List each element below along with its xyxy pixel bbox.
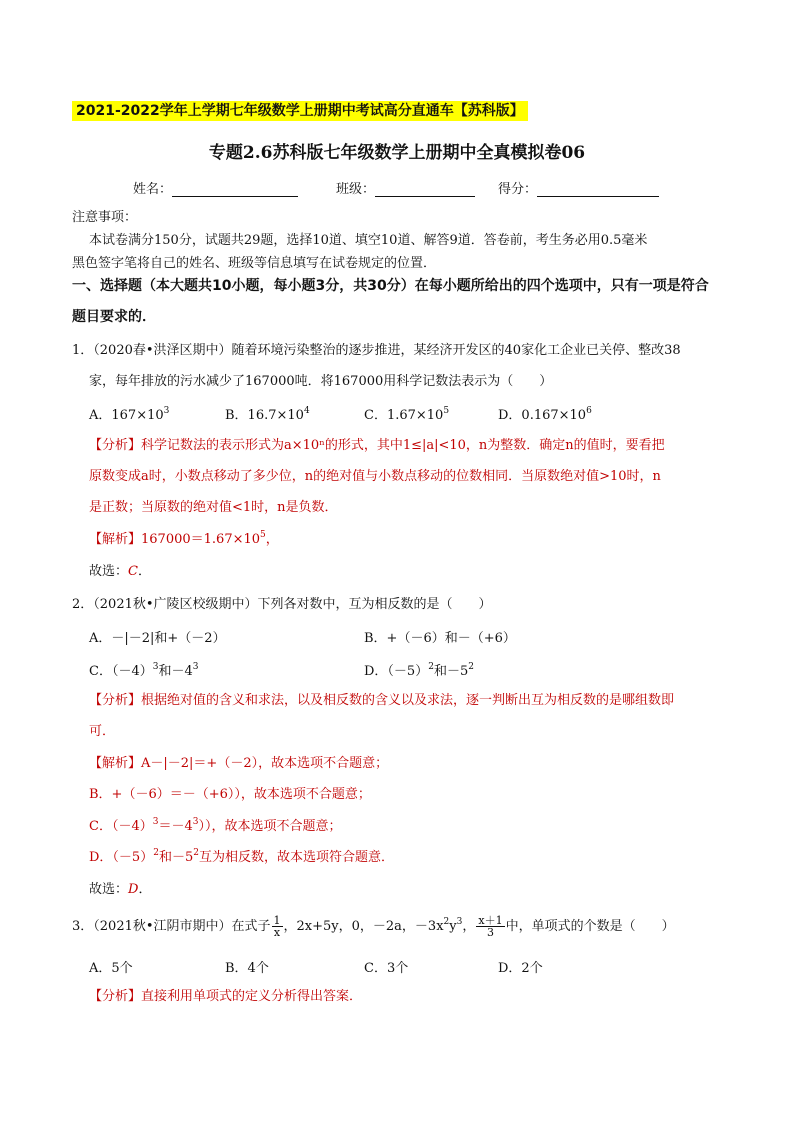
section-heading-line-2: 题目要求的． [72,309,156,325]
q3-option-d[interactable]: D．2个 [498,961,543,976]
score-label: 得分： [498,182,538,197]
q1-option-b[interactable]: B．$16.7\times 10^4$ [225,406,310,423]
q2-solution-c: C．$(-4)^3=-4^3$）），故本选项不合题意； [89,817,342,834]
q1-option-a[interactable]: A．$167\times 10^3$ [89,406,170,423]
notice-heading: 注意事项： [72,210,138,225]
q1-solution: 【解析】$167000=1.67\times 10^5$， [89,530,279,547]
q2-solution-a: 【解析】A－|－2|＝+（－2），故本选项不合题意； [89,756,389,771]
notice-line-2: 黑色签字笔将自己的姓名、班级等信息填写在试卷规定的位置． [72,256,437,271]
solution-tag: 【解析】 [89,756,142,771]
q2-option-a[interactable]: A．－|－2|和+（－2） [89,631,226,646]
q3-option-a[interactable]: A．5个 [89,961,133,976]
q2-analysis-line-2: 可． [89,724,116,739]
q2-option-b[interactable]: B．+（－6）和－（+6） [364,631,516,646]
header-banner: 2021-2022学年上学期七年级数学上册期中考试高分直通车【苏科版】 [72,101,528,121]
name-blank[interactable] [172,182,298,197]
score-field [498,178,659,197]
q2-solution-d: D．$(-5)^2$和$-5^2$互为相反数，故本选项符合题意． [89,848,394,865]
name-label: 姓名： [133,182,173,197]
score-blank[interactable] [537,182,659,197]
analysis-tag: 【分析】 [89,989,142,1004]
class-label: 班级： [336,182,376,197]
q1-analysis-line-3: 是正数；当原数的绝对值<1时，n是负数． [89,500,338,515]
q3-analysis: 【分析】直接利用单项式的定义分析得出答案． [89,989,363,1004]
section-heading-line-1: 一、选择题（本大题共10小题，每小题3分，共30分）在每小题所给出的四个选项中，只有一项是符合 [72,278,709,294]
q1-option-c[interactable]: C．$1.67\times 10^5$ [364,406,450,423]
q2-option-c[interactable]: C．$(-4)^3$和$-4^3$ [89,662,199,679]
fraction-x-plus-1-over-3: $\frac{x+1}{3}$ [478,914,503,939]
analysis-tag: 【分析】 [89,693,142,708]
q3-option-b[interactable]: B．4个 [225,961,269,976]
q3-option-c[interactable]: C．3个 [364,961,409,976]
name-field [133,178,298,197]
page-title: 专题2.6苏科版七年级数学上册期中全真模拟卷06 [208,143,586,163]
q2-option-d[interactable]: D．$(-5)^2$和$-5^2$ [364,662,474,679]
q2-answer: 故选：D． [89,882,152,897]
q1-analysis-line-2: 原数变成a时，小数点移动了多少位，n的绝对值与小数点移动的位数相同．当原数绝对值>10时，n [89,469,661,484]
fraction-1-over-x: $\frac{1}{x}$ [273,914,281,939]
q1-answer: 故选：C． [89,564,151,579]
q3-stem: 3．（2021秋•江阴市期中）在式子 $\frac{1}{x}$ ，2x+5y，0，－2a，$-3x^2y^3$， $\frac{x+1}{3}$ 中，单项式的个数是（ ） [72,914,675,939]
q1-analysis-line-1: 【分析】科学记数法的表示形式为a×10ⁿ的形式，其中1≤|a|<10，n为整数．确定n的值时，要看把 [89,438,665,453]
class-field [336,178,475,197]
analysis-tag: 【分析】 [89,438,142,453]
q2-analysis-line-1: 【分析】根据绝对值的含义和求法，以及相反数的含义以及求法，逐一判断出互为相反数的是哪组数即 [89,693,675,708]
solution-tag: 【解析】 [89,532,142,547]
q1-option-d[interactable]: D．$0.167\times 10^6$ [498,406,592,423]
q1-stem-line-1: 1．（2020春•洪泽区期中）随着环境污染整治的逐步推进，某经济开发区的40家化工企业已关停、整改38 [72,343,681,358]
q2-solution-b: B．+（－6）＝－（+6）），故本选项不合题意； [89,787,371,802]
q2-stem: 2．（2021秋•广陵区校级期中）下列各对数中，互为相反数的是（ ） [72,597,492,612]
q1-stem-line-2: 家，每年排放的污水减少了167000吨．将167000用科学记数法表示为（ ） [89,374,553,389]
class-blank[interactable] [375,182,475,197]
notice-line-1: 本试卷满分150分，试题共29题，选择10道、填空10道、解答9道．答卷前，考生务必用0.5毫米 [89,233,648,248]
